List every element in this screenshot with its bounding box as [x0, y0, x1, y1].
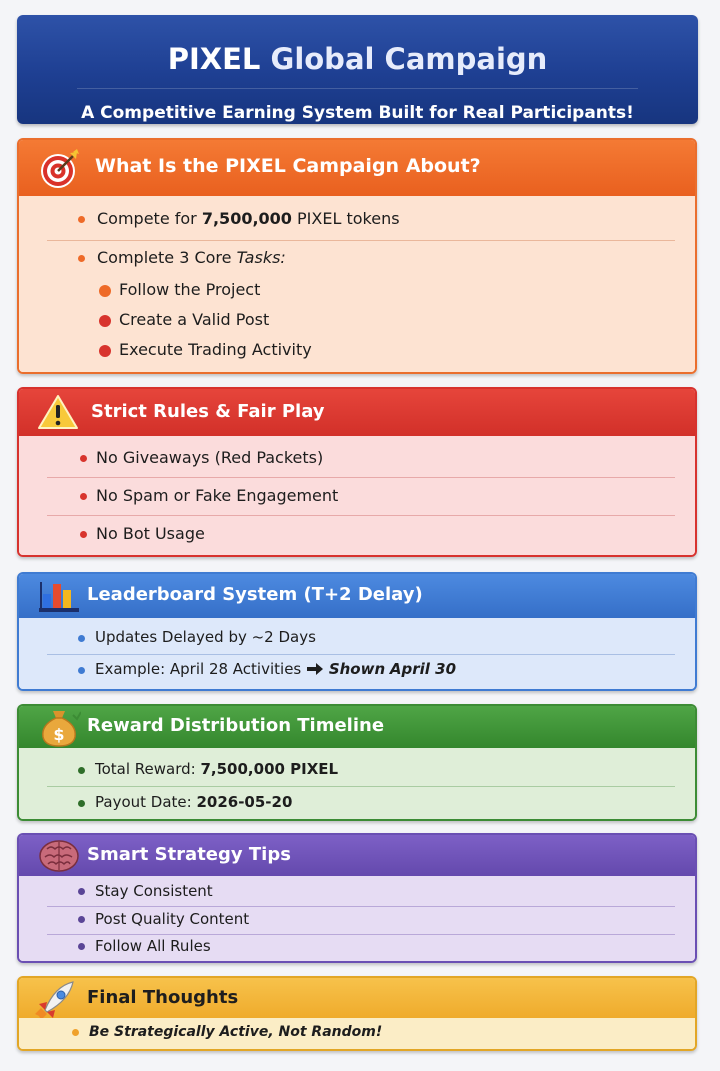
- arrow-right-icon: [306, 663, 324, 675]
- row-divider: [47, 240, 675, 241]
- page-subtitle: A Competitive Earning System Built for Real Participants!: [81, 103, 634, 123]
- about-heading: What Is the PIXEL Campaign About?: [95, 155, 481, 177]
- about-item-compete-suffix: PIXEL tokens: [291, 209, 400, 228]
- bullet-dot: [72, 1029, 79, 1036]
- row-divider: [47, 906, 675, 907]
- row-divider: [47, 654, 675, 655]
- target-icon: [39, 148, 81, 190]
- bullet-dot: [78, 888, 85, 895]
- rewards-heading: Reward Distribution Timeline: [87, 715, 385, 736]
- svg-text:$: $: [53, 725, 65, 744]
- rule-item: No Bot Usage: [96, 524, 205, 543]
- tip-item: Stay Consistent: [95, 882, 213, 900]
- about-item-tasks-prefix: Complete 3 Core: [97, 248, 237, 267]
- payout-label: Payout Date:: [95, 793, 197, 811]
- row-divider: [47, 934, 675, 935]
- tips-heading: Smart Strategy Tips: [87, 844, 291, 865]
- money-bag-icon: [37, 707, 81, 747]
- bar-chart-icon: [37, 578, 81, 614]
- bullet-dot: [78, 800, 85, 807]
- bullet-dot: [80, 455, 87, 462]
- row-divider: [47, 786, 675, 787]
- final-item: Be Strategically Active, Not Random!: [89, 1024, 383, 1040]
- rule-item: No Giveaways (Red Packets): [96, 448, 324, 467]
- final-heading: Final Thoughts: [87, 987, 239, 1008]
- bullet-dot: [80, 493, 87, 500]
- rewards-card: [17, 704, 697, 821]
- rules-card-body: [19, 436, 695, 555]
- about-item-tasks: [97, 248, 286, 268]
- bullet-dot: [80, 531, 87, 538]
- leaderboard-card: [17, 572, 697, 691]
- task-item: Execute Trading Activity: [119, 340, 312, 359]
- tips-card-body: [19, 876, 695, 961]
- campaign-header: [17, 15, 698, 124]
- task-bullet: [99, 345, 111, 357]
- title-word-global-campaign: Global Campaign: [270, 42, 548, 76]
- bullet-dot: [78, 255, 85, 262]
- tip-item: Post Quality Content: [95, 910, 250, 928]
- tips-card: [17, 833, 697, 963]
- rules-card: [17, 387, 697, 557]
- row-divider: [47, 477, 675, 478]
- about-card: [17, 138, 697, 374]
- task-item: Follow the Project: [119, 280, 261, 299]
- final-card: [17, 976, 697, 1051]
- tips-card-header: [19, 835, 695, 876]
- leaderboard-card-header: [19, 574, 695, 618]
- rocket-icon: [33, 980, 77, 1022]
- warning-icon: [37, 394, 79, 430]
- total-label: Total Reward:: [95, 760, 201, 778]
- task-item: Create a Valid Post: [119, 310, 270, 329]
- total-value: 7,500,000 PIXEL: [200, 760, 339, 778]
- example-date: April 30: [389, 660, 457, 678]
- rule-item: No Spam or Fake Engagement: [96, 486, 339, 505]
- about-item-tasks-italic: Tasks:: [236, 248, 286, 267]
- header-divider: [77, 88, 638, 89]
- about-card-body: [19, 196, 695, 372]
- leaderboard-item-delay: Updates Delayed by ~2 Days: [95, 628, 316, 646]
- final-card-body: [19, 1018, 695, 1049]
- task-bullet: [99, 285, 111, 297]
- bullet-dot: [78, 667, 85, 674]
- rules-heading: Strict Rules & Fair Play: [91, 401, 325, 422]
- rewards-item-total: [95, 759, 338, 779]
- example-shown: Shown: [328, 660, 386, 678]
- bullet-dot: [78, 916, 85, 923]
- brain-icon: [37, 837, 81, 875]
- example-prefix: Example: April 28 Activities: [95, 660, 302, 678]
- leaderboard-heading: Leaderboard System (T+2 Delay): [87, 584, 423, 605]
- bullet-dot: [78, 767, 85, 774]
- bullet-dot: [78, 635, 85, 642]
- rules-card-header: [19, 389, 695, 436]
- task-bullet: [99, 315, 111, 327]
- page-title: [17, 41, 698, 77]
- bullet-dot: [78, 216, 85, 223]
- tip-item: Follow All Rules: [95, 937, 211, 955]
- row-divider: [47, 515, 675, 516]
- bullet-dot: [78, 943, 85, 950]
- about-item-compete-amount: 7,500,000: [201, 209, 292, 228]
- title-word-pixel: PIXEL: [167, 42, 261, 76]
- rewards-card-header: [19, 706, 695, 748]
- about-item-compete-prefix: Compete for: [97, 209, 202, 228]
- rewards-card-body: [19, 748, 695, 819]
- leaderboard-item-example: [95, 659, 456, 679]
- final-card-header: [19, 978, 695, 1018]
- about-card-header: [19, 140, 695, 196]
- about-item-compete: [97, 209, 400, 229]
- rewards-item-payout: [95, 792, 292, 812]
- leaderboard-card-body: [19, 618, 695, 689]
- payout-value: 2026-05-20: [196, 793, 293, 811]
